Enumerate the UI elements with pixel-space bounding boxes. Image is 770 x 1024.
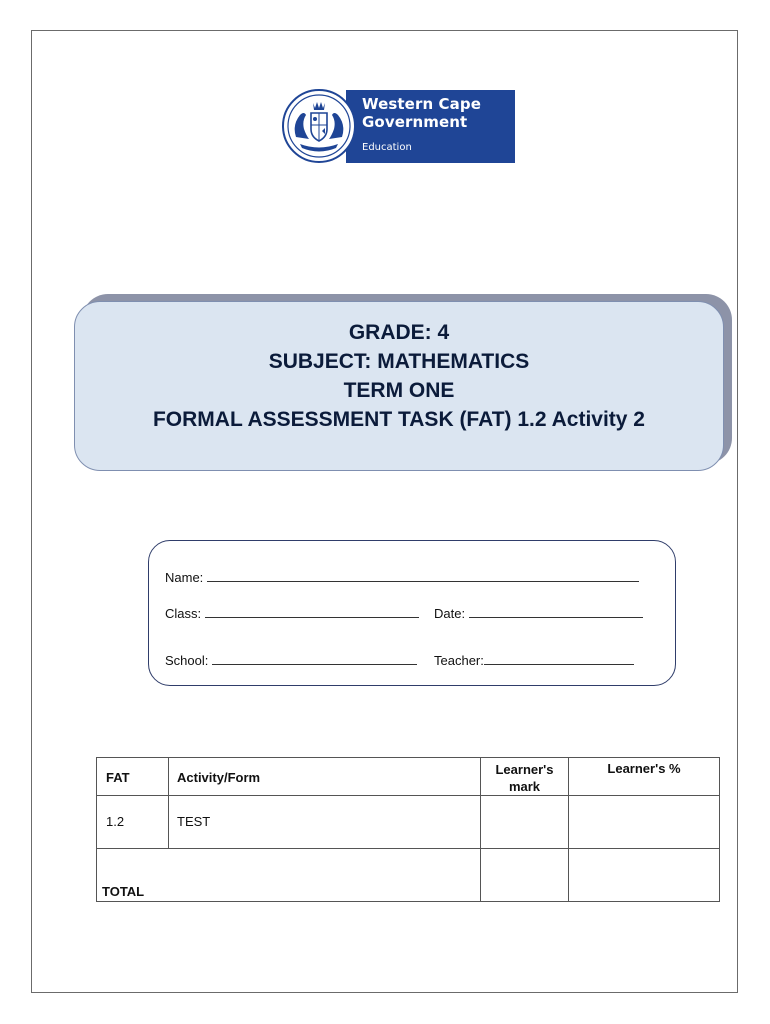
learner-info-box bbox=[148, 540, 676, 686]
date-label: Date: bbox=[434, 606, 466, 621]
western-cape-government-logo bbox=[282, 89, 515, 163]
class-label: Class: bbox=[165, 606, 202, 621]
header-fat: FAT bbox=[97, 758, 169, 796]
coat-of-arms-icon bbox=[282, 89, 360, 163]
task-heading: FORMAL ASSESSMENT TASK (FAT) 1.2 Activity 2 bbox=[152, 408, 645, 431]
row-percent-cell[interactable] bbox=[569, 796, 720, 849]
class-input-line[interactable] bbox=[205, 606, 419, 618]
date-field bbox=[434, 606, 643, 622]
teacher-input-line[interactable] bbox=[484, 653, 634, 665]
header-mark-line1: Learner's bbox=[495, 762, 554, 777]
total-percent-cell[interactable] bbox=[569, 849, 720, 902]
logo-title bbox=[362, 95, 481, 131]
school-input-line[interactable] bbox=[212, 653, 417, 665]
total-mark-cell[interactable] bbox=[481, 849, 569, 902]
total-label: TOTAL bbox=[97, 849, 481, 902]
term-heading: TERM ONE bbox=[343, 379, 455, 402]
logo-subtitle: Education bbox=[362, 142, 412, 153]
logo-title-line2: Government bbox=[362, 113, 468, 131]
teacher-field bbox=[434, 653, 634, 669]
school-label: School: bbox=[165, 653, 209, 668]
subject-heading: SUBJECT: MATHEMATICS bbox=[268, 350, 530, 373]
row-fat-cell: 1.2 bbox=[97, 796, 169, 849]
row-activity-cell: TEST bbox=[169, 796, 481, 849]
date-input-line[interactable] bbox=[469, 606, 643, 618]
name-label: Name: bbox=[165, 570, 204, 585]
school-field bbox=[165, 653, 417, 669]
header-mark-line2: mark bbox=[508, 779, 541, 794]
title-box bbox=[74, 301, 724, 471]
header-learner-mark bbox=[481, 758, 569, 796]
header-activity: Activity/Form bbox=[169, 758, 481, 796]
class-field bbox=[165, 606, 419, 622]
header-learner-percent: Learner's % bbox=[569, 758, 720, 796]
grade-heading: GRADE: 4 bbox=[348, 321, 450, 344]
table-total-row bbox=[97, 849, 720, 902]
name-field bbox=[165, 570, 639, 586]
logo-title-line1: Western Cape bbox=[362, 95, 481, 113]
teacher-label: Teacher: bbox=[434, 653, 484, 668]
name-input-line[interactable] bbox=[207, 570, 639, 582]
table-row bbox=[97, 796, 720, 849]
table-header-row bbox=[97, 758, 720, 796]
fat-marks-table bbox=[96, 757, 720, 902]
row-mark-cell[interactable] bbox=[481, 796, 569, 849]
